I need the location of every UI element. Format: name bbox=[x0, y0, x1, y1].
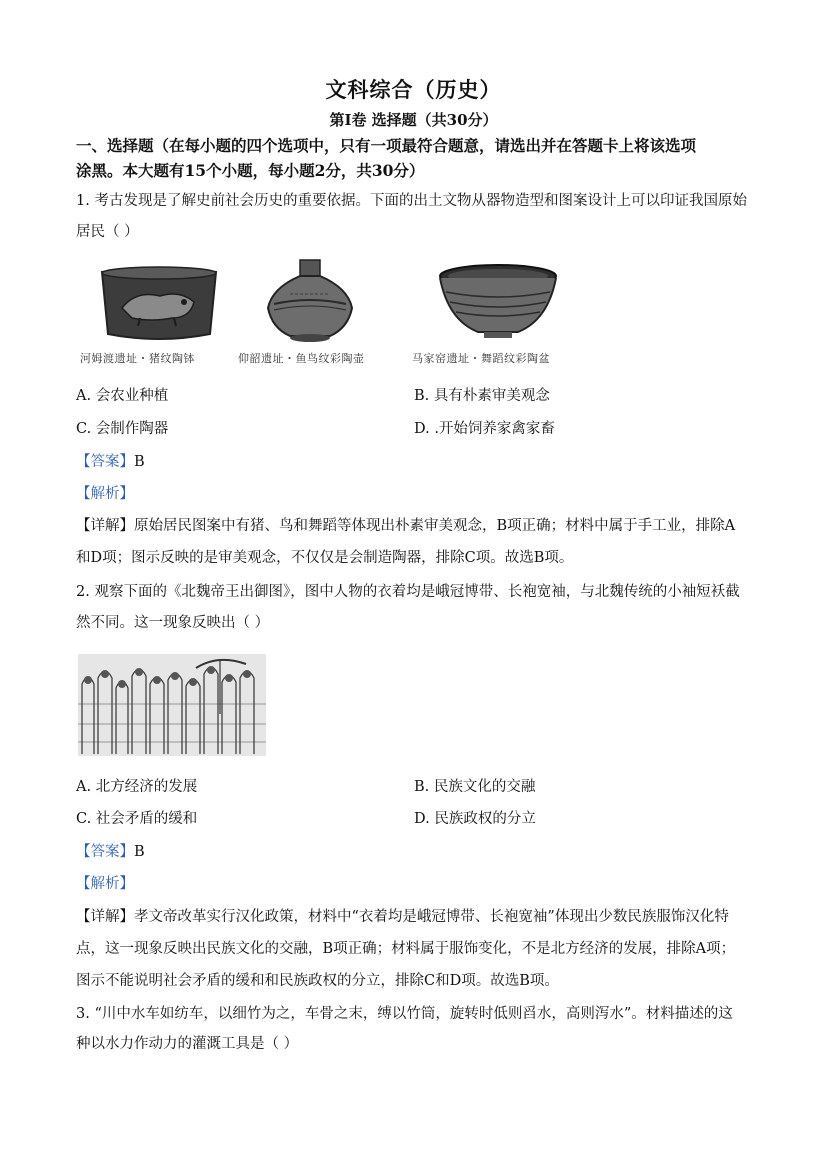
section-heading-line-1: 一、选择题（在每小题的四个选项中，只有一项最符合题意，请选出并在答题卡上将该选项 bbox=[76, 136, 697, 155]
q2-option-c: C. 社会矛盾的缓和 bbox=[76, 811, 198, 827]
q1-option-d: D. .开始饲养家禽家畜 bbox=[414, 421, 555, 437]
q2-stem-line-2: 然不同。这一现象反映出（ ） bbox=[76, 615, 270, 631]
q3-stem-line-1: 3. “川中水车如纺车，以细竹为之，车骨之末，缚以竹筒，旋转时低则舀水，高则泻水”。材料描述的这 bbox=[76, 1006, 733, 1022]
q1-answer bbox=[76, 452, 145, 472]
answer-value: B bbox=[134, 454, 145, 470]
q2-option-d: D. 民族政权的分立 bbox=[414, 811, 536, 827]
figure-caption-3: 马家窑遗址・舞蹈纹彩陶盆 bbox=[412, 352, 550, 365]
q1-stem-line-2: 居民（ ） bbox=[76, 224, 139, 240]
answer-value: B bbox=[134, 844, 145, 860]
dance-pattern-pottery-basin-image bbox=[434, 262, 562, 346]
q1-option-c: C. 会制作陶器 bbox=[76, 421, 169, 437]
q2-option-a: A. 北方经济的发展 bbox=[76, 779, 198, 795]
q2-option-b: B. 民族文化的交融 bbox=[414, 779, 536, 795]
q2-detail-line-2: 点，这一现象反映出民族文化的交融，B项正确；材料属于服饰变化，不是北方经济的发展，排除A项； bbox=[76, 941, 736, 957]
answer-label: 【答案】 bbox=[76, 454, 134, 470]
q1-stem-line-1: 1. 考古发现是了解史前社会历史的重要依据。下面的出土文物从器物造型和图案设计上可以印证我国原始 bbox=[76, 193, 747, 209]
q2-detail-line-3: 图示不能说明社会矛盾的缓和和民族政权的分立，排除C和D项。故选B项。 bbox=[76, 973, 559, 989]
pig-pattern-pottery-bowl-image bbox=[96, 264, 222, 344]
figure-caption-1: 河姆渡遗址・猪纹陶钵 bbox=[80, 352, 195, 365]
q1-option-a: A. 会农业种植 bbox=[76, 388, 169, 404]
section-subtitle: 第I卷 选择题（共30分） bbox=[329, 111, 498, 129]
page-title: 文科综合（历史） bbox=[325, 77, 502, 102]
q2-stem-line-1: 2. 观察下面的《北魏帝王出御图》，图中人物的衣着均是峨冠博带、长袍宽袖，与北魏传统的小袖短袄截 bbox=[76, 584, 740, 600]
q2-answer bbox=[76, 842, 145, 862]
q1-analysis-label: 【解析】 bbox=[76, 486, 134, 502]
q2-detail-line-1: 【详解】孝文帝改革实行汉化政策，材料中“衣着均是峨冠博带、长袍宽袖”体现出少数民族服饰汉化特 bbox=[76, 909, 729, 925]
figure-caption-2: 仰韶遗址・鱼鸟纹彩陶壶 bbox=[238, 352, 365, 365]
q1-detail-line-2: 和D项；图示反映的是审美观念，不仅仅是会制造陶器，排除C项。故选B项。 bbox=[76, 550, 574, 566]
q2-analysis-label: 【解析】 bbox=[76, 876, 134, 892]
section-heading-line-2: 涂黑。本大题有15个小题，每小题2分，共30分） bbox=[76, 161, 425, 180]
fish-bird-pattern-pottery-pot-image bbox=[260, 258, 360, 344]
q1-option-b: B. 具有朴素审美观念 bbox=[414, 388, 550, 404]
q1-detail-line-1: 【详解】原始居民图案中有猪、鸟和舞蹈等体现出朴素审美观念，B项正确；材料中属于手工业，排除A bbox=[76, 518, 736, 534]
q3-stem-line-2: 种以水力作动力的灌溉工具是（ ） bbox=[76, 1036, 299, 1052]
northern-wei-emperor-procession-image bbox=[78, 654, 266, 756]
answer-label: 【答案】 bbox=[76, 844, 134, 860]
